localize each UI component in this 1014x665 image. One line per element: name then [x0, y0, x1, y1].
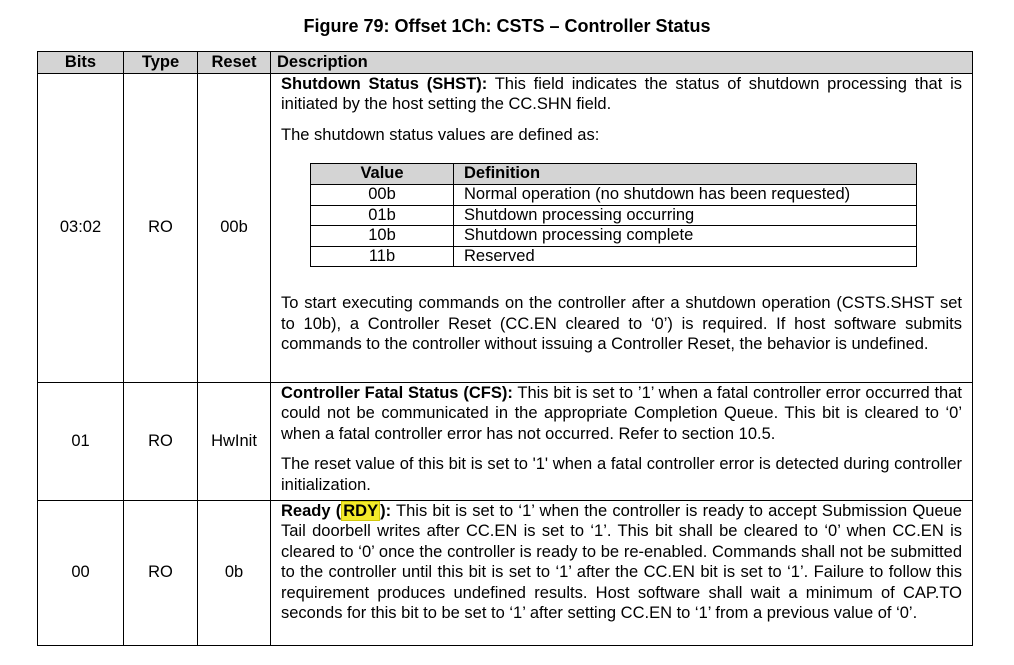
rdy-paragraph-1 [281, 501, 962, 624]
shst-paragraph-1 [281, 74, 962, 115]
cfs-paragraph-2: The reset value of this bit is set to '1' when a fatal controller error is detected during controller initialization. [281, 455, 962, 494]
reset-cell: 00b [198, 73, 271, 382]
value-cell: 01b [311, 205, 454, 226]
field-name-post: ): [380, 501, 392, 520]
field-name [281, 501, 391, 521]
type-cell: RO [124, 382, 198, 500]
table-row-cfs [38, 382, 973, 500]
figure-title: Figure 79: Offset 1Ch: CSTS – Controller Status [303, 16, 711, 36]
description-cell [271, 500, 973, 645]
field-name: Controller Fatal Status (CFS): [281, 383, 513, 402]
field-desc: This bit is set to ‘1’ when the controller is ready to accept Submission Queue Tail doorbell writes after CC.EN is set to ‘1’. This bit shall be cleared to ‘0’ when CC.EN is cleared to ‘0’ once the controller is ready to be re-enabled. Commands shall not be submitted to the controller until this bit is set to ‘1’ after the CC.EN bit is set to ‘1’. Failure to follow this requirement produces undefined results. Host software shall wait a minimum of CAP.TO seconds for this bit to be set to ‘1’ after setting CC.EN to ‘1’ from a previous value of ‘0’. [281, 501, 962, 622]
bits-cell: 01 [38, 382, 124, 500]
definition-cell: Shutdown processing occurring [454, 205, 917, 226]
cfs-paragraph-1 [281, 383, 962, 445]
type-cell: RO [124, 500, 198, 645]
header-bits: Bits [38, 52, 124, 74]
header-reset: Reset [198, 52, 271, 74]
definition-cell: Normal operation (no shutdown has been requested) [454, 185, 917, 206]
definition-cell: Reserved [454, 246, 917, 267]
field-name-pre: Ready ( [281, 501, 342, 520]
type-cell: RO [124, 73, 198, 382]
header-description: Description [271, 52, 973, 74]
header-type: Type [124, 52, 198, 74]
table-row [311, 226, 917, 247]
rdy-highlight: RDY [343, 501, 379, 520]
shutdown-values-table [310, 163, 917, 267]
table-row [311, 246, 917, 267]
description-cell [271, 382, 973, 500]
reset-cell: HwInit [198, 382, 271, 500]
inner-header-row [311, 164, 917, 185]
field-desc: This bit is set to ’1’ when a fatal controller error occurred that could not be communicated in the appropriate Completion Queue. This bit is cleared to ‘0’ when a fatal controller error has not occurred. Refer to section 10.5. [281, 383, 962, 443]
inner-header-value: Value [311, 164, 454, 185]
shst-paragraph-3: To start executing commands on the controller after a shutdown operation (CSTS.SHST set to 10b), a Controller Reset (CC.EN cleared to ‘0’) is required. If host software submits commands to the controller without issuing a Controller Reset, the behavior is undefined. [281, 294, 962, 353]
value-cell: 10b [311, 226, 454, 247]
register-table [37, 51, 973, 646]
shutdown-values-table-wrap [310, 163, 962, 267]
header-row [38, 52, 973, 74]
table-row [311, 205, 917, 226]
shst-paragraph-2: The shutdown status values are defined as: [281, 125, 600, 144]
table-row-rdy [38, 500, 973, 645]
table-row-shst [38, 73, 973, 382]
table-row [311, 185, 917, 206]
value-cell: 00b [311, 185, 454, 206]
reset-cell: 0b [198, 500, 271, 645]
field-desc: This field indicates the status of shutdown processing that is initiated by the host setting the CC.SHN field. [281, 74, 962, 113]
bits-cell: 03:02 [38, 73, 124, 382]
value-cell: 11b [311, 246, 454, 267]
field-name: Shutdown Status (SHST): [281, 74, 488, 93]
bits-cell: 00 [38, 500, 124, 645]
definition-cell: Shutdown processing complete [454, 226, 917, 247]
inner-header-definition: Definition [454, 164, 917, 185]
description-cell [271, 73, 973, 382]
